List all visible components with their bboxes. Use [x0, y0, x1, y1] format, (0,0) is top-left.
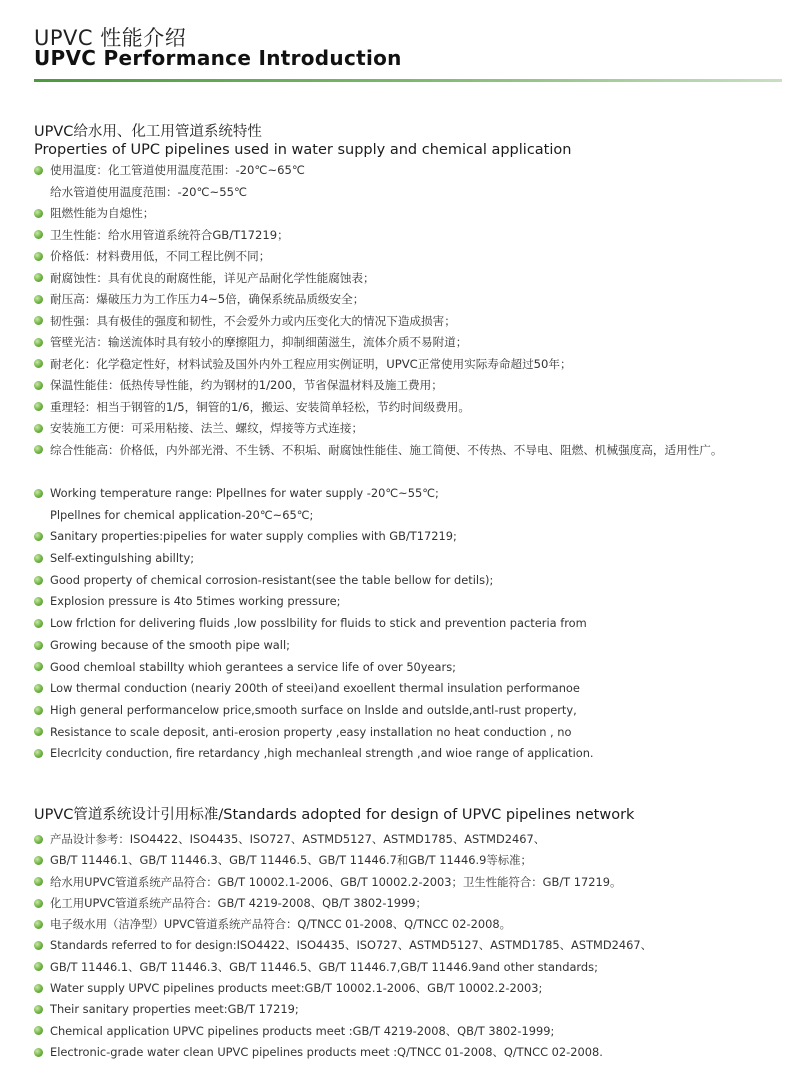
list-item-text: 安装施工方便：可采用粘接、法兰、螺纹，焊接等方式连接；: [50, 421, 364, 435]
bullet-icon: [34, 962, 43, 971]
bullet-icon: [34, 727, 43, 736]
bullet-icon: [34, 1005, 43, 1014]
bullet-icon: [34, 835, 43, 844]
list-item: [34, 440, 794, 462]
list-item: [34, 375, 794, 397]
bullet-icon: [34, 445, 43, 454]
list-item-text: Explosion pressure is 4to 5times working pressure;: [50, 594, 341, 609]
list-item: [34, 700, 794, 722]
list-item: [34, 268, 794, 290]
bullet-icon: [34, 402, 43, 411]
list-item: [34, 505, 794, 527]
list-item: [34, 678, 794, 700]
list-item-text: 韧性强：具有极佳的强度和韧性，不会爱外力或内压变化大的情况下造成损害；: [50, 313, 456, 328]
list-item: [34, 591, 794, 613]
standards-section-heading: [34, 806, 794, 824]
list-item: [34, 418, 794, 440]
list-item-text: Their sanitary properties meet:GB/T 17219;: [50, 1002, 299, 1017]
bullet-icon: [34, 749, 43, 758]
list-item-text: Resistance to scale deposit, anti-erosion property ,easy installation no heat conduction , no: [50, 724, 572, 739]
list-item: [34, 829, 794, 850]
list-item: [34, 893, 794, 914]
list-item: [34, 613, 794, 635]
bullet-icon: [34, 252, 43, 261]
list-item-text: 耐老化：化学稳定性好，材料试验及国外内外工程应用实例证明，UPVC正常使用实际寿命超过50年；: [50, 356, 572, 371]
bullet-icon: [34, 209, 43, 218]
list-item: [34, 225, 794, 247]
bullet-icon: [34, 920, 43, 929]
list-item: [34, 246, 794, 268]
list-item: [34, 483, 794, 505]
list-item-text: Low frlction for delivering fluids ,low posslbility for fluids to stick and prevention pacteria from: [50, 616, 587, 631]
bullet-icon: [34, 899, 43, 908]
list-item: [34, 160, 794, 182]
list-item: [34, 1021, 794, 1042]
list-item-text: Sanitary properties:pipelies for water supply complies with GB/T17219;: [50, 529, 457, 544]
list-item: [34, 570, 794, 592]
properties-list-cn: [34, 160, 794, 461]
list-item-text: 价格低：材料费用低，不同工程比例不同；: [50, 249, 271, 263]
bullet-icon: [34, 576, 43, 585]
standards-list: [34, 829, 794, 1063]
list-item-text: 卫生性能：给水用管道系统符合GB/T17219；: [50, 227, 289, 242]
list-item-text: Standards referred to for design:ISO4422、ISO4435、ISO727、ASTMD5127、ASTMD1785、ASTMD2467、: [50, 938, 653, 953]
list-item: [34, 957, 794, 978]
list-item: [34, 311, 794, 333]
bullet-icon: [34, 1048, 43, 1057]
bullet-icon: [34, 489, 43, 498]
list-item-text: GB/T 11446.1、GB/T 11446.3、GB/T 11446.5、GB/T 11446.7,GB/T 11446.9and other standards;: [50, 959, 598, 974]
bullet-icon: [34, 641, 43, 650]
list-item: [34, 332, 794, 354]
list-item-text: Working temperature range: Plpellnes for water supply -20℃~55℃;: [50, 486, 439, 500]
list-item-text: Water supply UPVC pipelines products meet:GB/T 10002.1-2006、GB/T 10002.2-2003;: [50, 981, 543, 996]
list-item: [34, 182, 794, 204]
page-title-cn: UPVC 性能介绍: [34, 26, 187, 50]
list-item: [34, 999, 794, 1020]
list-item-text: 电子级水用（洁净型）UPVC管道系统产品符合：Q/TNCC 01-2008、Q/TNCC 02-2008。: [50, 917, 511, 932]
list-item: [34, 354, 794, 376]
bullet-icon: [34, 381, 43, 390]
list-item: [34, 635, 794, 657]
standards-heading: UPVC管道系统设计引用标准/Standards adopted for design of UPVC pipelines network: [34, 807, 635, 823]
properties-list-en: [34, 483, 794, 765]
list-item: [34, 397, 794, 419]
bullet-icon: [34, 1026, 43, 1035]
bullet-icon: [34, 941, 43, 950]
list-item: [34, 657, 794, 679]
bullet-icon: [34, 877, 43, 886]
bullet-icon: [34, 706, 43, 715]
list-item-text: 综合性能高：价格低，内外部光滑、不生锈、不积垢、耐腐蚀性能佳、施工简便、不传热、不导电、阻燃、机械强度高，适用性广。: [50, 442, 723, 457]
list-item: [34, 1042, 794, 1063]
bullet-icon: [34, 554, 43, 563]
list-item: [34, 548, 794, 570]
list-item-text: Chemical application UPVC pipelines products meet :GB/T 4219-2008、QB/T 3802-1999;: [50, 1023, 555, 1038]
list-item: [34, 526, 794, 548]
list-item-text: Elecrlcity conduction, fire retardancy ,high mechanleal strength ,and wioe range of application.: [50, 746, 594, 761]
list-item-text: Electronic-grade water clean UPVC pipelines products meet :Q/TNCC 01-2008、Q/TNCC 02-2008.: [50, 1044, 603, 1059]
bullet-icon: [34, 166, 43, 175]
list-item-text: 耐腐蚀性：具有优良的耐腐性能，详见产品耐化学性能腐蚀表；: [50, 270, 375, 285]
page-title-en: UPVC Performance Introduction: [34, 46, 402, 70]
list-item-text: Plpellnes for chemical application-20℃~65℃;: [50, 507, 314, 522]
list-item: [34, 722, 794, 744]
list-item-text: GB/T 11446.1、GB/T 11446.3、GB/T 11446.5、GB/T 11446.7和GB/T 11446.9等标准；: [50, 853, 532, 868]
list-item-text: 阻燃性能为自熄性；: [50, 206, 155, 220]
list-item-text: High general performancelow price,smooth surface on lnslde and outslde,antl-rust property,: [50, 702, 577, 717]
properties-heading-en: Properties of UPC pipelines used in water supply and chemical application: [34, 142, 572, 158]
list-item: [34, 850, 794, 871]
properties-section-heading: [34, 123, 794, 159]
list-item-text: Good property of chemical corrosion-resistant(see the table bellow for detils);: [50, 572, 494, 587]
list-item-text: Low thermal conduction (neariy 200th of steei)and exoellent thermal insulation performanoe: [50, 681, 580, 696]
list-item-text: 重理轻：相当于钢管的1/5，铜管的1/6，搬运、安装简单轻松，节约时间级费用。: [50, 399, 470, 414]
list-item: [34, 978, 794, 999]
list-item-text: 耐压高：爆破压力为工作压力4~5倍，确保系统品质级安全；: [50, 292, 365, 306]
bullet-icon: [34, 316, 43, 325]
bullet-icon: [34, 273, 43, 282]
list-item: [34, 289, 794, 311]
bullet-icon: [34, 359, 43, 368]
list-item: [34, 203, 794, 225]
list-item-text: 产品设计参考：ISO4422、ISO4435、ISO727、ASTMD5127、ASTMD1785、ASTMD2467、: [50, 832, 546, 846]
list-item-text: 给水用UPVC管道系统产品符合：GB/T 10002.1-2006、GB/T 10002.2-2003；卫生性能符合：GB/T 17219。: [50, 874, 622, 889]
list-item: [34, 935, 794, 956]
list-item-text: 管壁光洁：输送流体时具有较小的摩擦阻力，抑制细菌滋生，流体介质不易附道；: [50, 335, 468, 349]
bullet-icon: [34, 619, 43, 628]
list-item-text: Good chemloal stabillty whioh gerantees a service life of over 50years;: [50, 659, 456, 674]
bullet-icon: [34, 532, 43, 541]
bullet-icon: [34, 424, 43, 433]
list-item-text: 化工用UPVC管道系统产品符合：GB/T 4219-2008、QB/T 3802-1999；: [50, 895, 427, 910]
list-item-text: 保温性能佳：低热传导性能，约为钢材的1/200，节省保温材料及施工费用；: [50, 378, 443, 392]
bullet-icon: [34, 295, 43, 304]
bullet-icon: [34, 856, 43, 865]
list-item: [34, 914, 794, 935]
list-item-text: 使用温度：化工管道使用温度范围：-20℃~65℃: [50, 163, 305, 177]
title-divider: [34, 79, 782, 82]
bullet-icon: [34, 684, 43, 693]
bullet-icon: [34, 230, 43, 239]
properties-heading-cn: UPVC给水用、化工用管道系统特性: [34, 124, 262, 140]
list-item: [34, 743, 794, 765]
list-item-text: Self-extingulshing abillty;: [50, 551, 195, 566]
bullet-icon: [34, 597, 43, 606]
bullet-icon: [34, 662, 43, 671]
list-item: [34, 872, 794, 893]
list-item-text: 给水管道使用温度范围：-20℃~55℃: [50, 184, 247, 199]
bullet-icon: [34, 984, 43, 993]
list-item-text: Growing because of the smooth pipe wall;: [50, 637, 290, 652]
bullet-icon: [34, 338, 43, 347]
